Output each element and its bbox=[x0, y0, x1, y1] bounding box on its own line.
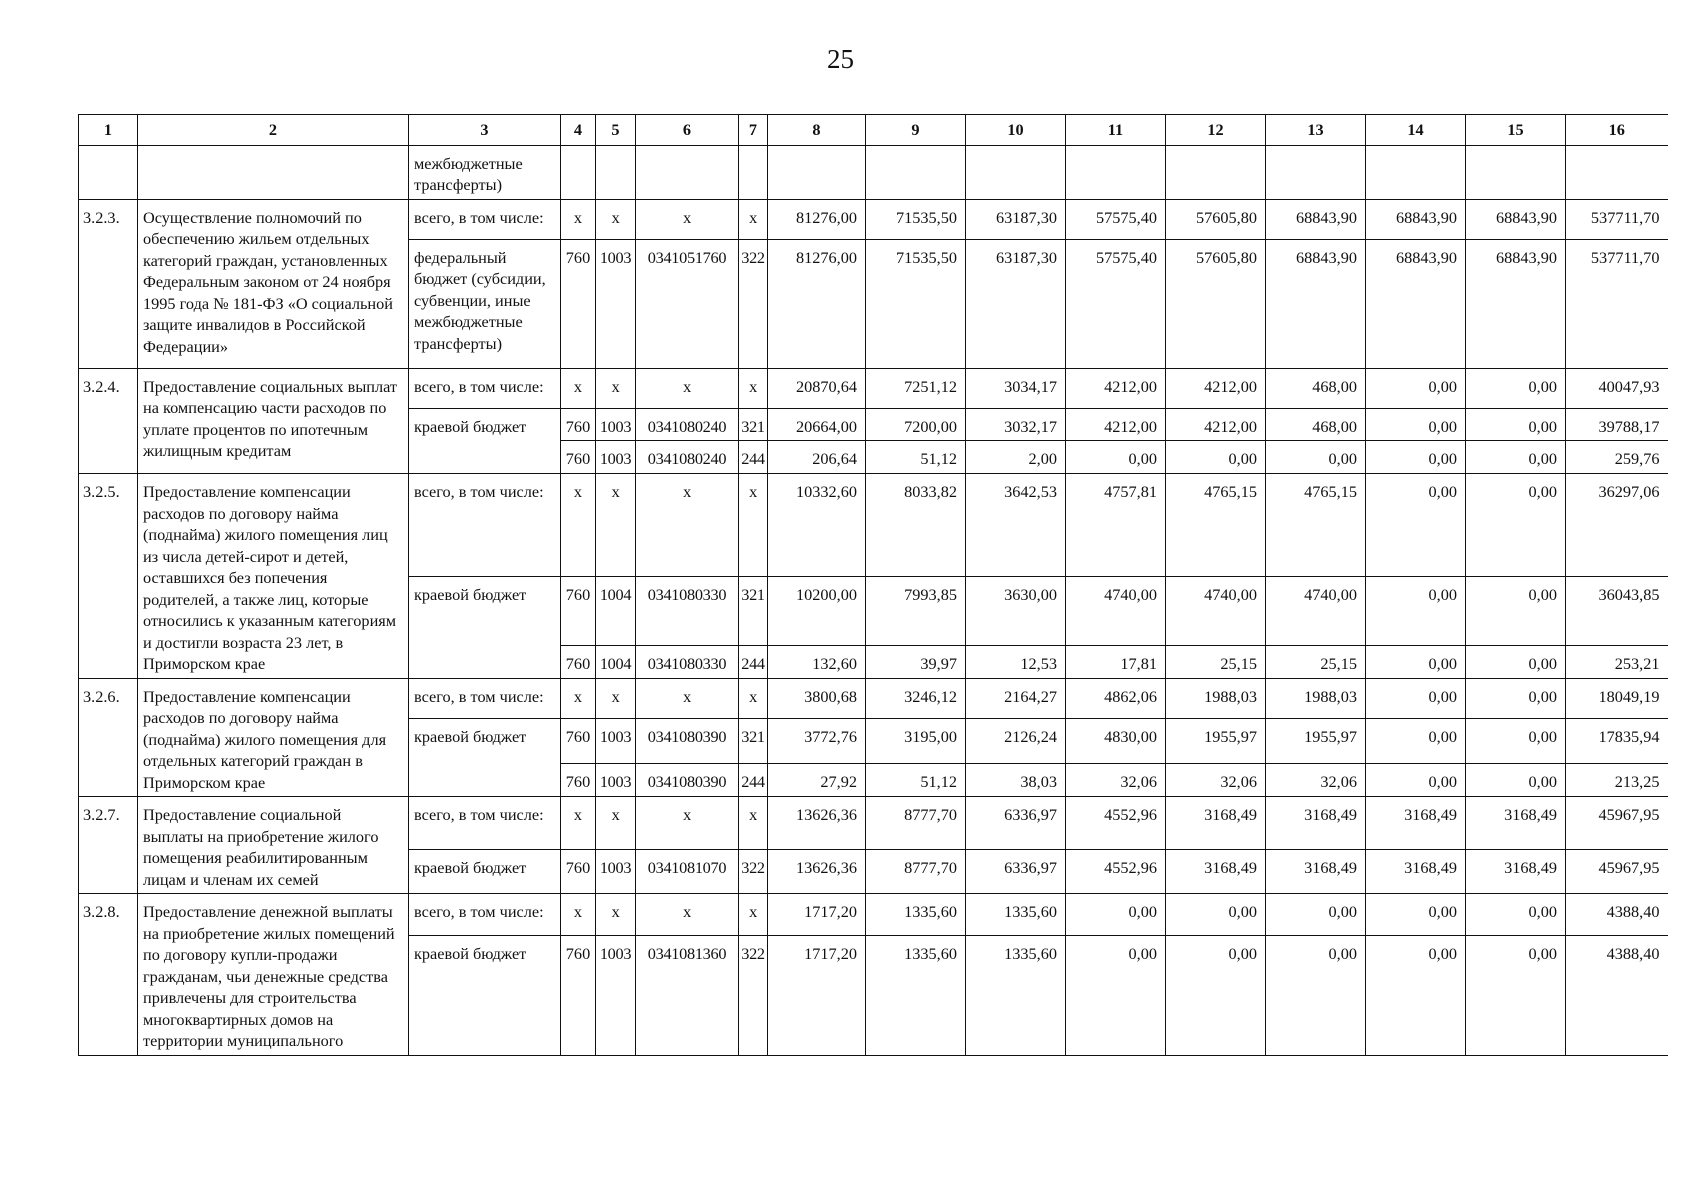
code-csr: x bbox=[636, 678, 739, 718]
amount-cell: 10332,60 bbox=[768, 474, 866, 577]
empty-cell bbox=[966, 145, 1066, 199]
empty-cell bbox=[138, 145, 409, 199]
code-rzpr: 1003 bbox=[596, 408, 636, 441]
amount-cell: 3168,49 bbox=[1466, 797, 1566, 850]
amount-cell: 4765,15 bbox=[1266, 474, 1366, 577]
code-grbs: x bbox=[561, 199, 596, 239]
amount-cell: 0,00 bbox=[1366, 577, 1466, 646]
item-name: Предоставление социальной выплаты на приобретение жилого помещения реабилитированным лицам и членам их семей bbox=[138, 797, 409, 894]
amount-cell: 4212,00 bbox=[1066, 408, 1166, 441]
amount-cell: 0,00 bbox=[1166, 935, 1266, 1055]
amount-cell: 0,00 bbox=[1466, 408, 1566, 441]
amount-cell: 32,06 bbox=[1266, 764, 1366, 797]
code-grbs: 760 bbox=[561, 935, 596, 1055]
code-vr: x bbox=[739, 199, 768, 239]
code-csr: 0341080330 bbox=[636, 645, 739, 678]
amount-cell: 0,00 bbox=[1366, 474, 1466, 577]
item-number: 3.2.6. bbox=[79, 678, 138, 797]
amount-cell: 38,03 bbox=[966, 764, 1066, 797]
column-header: 12 bbox=[1166, 115, 1266, 146]
amount-cell: 0,00 bbox=[1366, 935, 1466, 1055]
header-row bbox=[79, 115, 1668, 146]
amount-cell: 12,53 bbox=[966, 645, 1066, 678]
code-csr: x bbox=[636, 199, 739, 239]
amount-cell: 0,00 bbox=[1266, 894, 1366, 936]
amount-cell: 1988,03 bbox=[1266, 678, 1366, 718]
empty-cell bbox=[739, 145, 768, 199]
table-row-total bbox=[79, 368, 1668, 408]
amount-cell: 1988,03 bbox=[1166, 678, 1266, 718]
item-number: 3.2.4. bbox=[79, 368, 138, 474]
amount-cell: 4830,00 bbox=[1066, 718, 1166, 764]
amount-cell: 4388,40 bbox=[1566, 894, 1668, 936]
source-label: всего, в том числе: bbox=[409, 678, 561, 718]
amount-cell: 0,00 bbox=[1366, 441, 1466, 474]
amount-cell: 0,00 bbox=[1066, 441, 1166, 474]
amount-cell: 13626,36 bbox=[768, 850, 866, 894]
code-vr: 244 bbox=[739, 645, 768, 678]
code-csr: 0341081070 bbox=[636, 850, 739, 894]
code-rzpr: x bbox=[596, 678, 636, 718]
column-header: 13 bbox=[1266, 115, 1366, 146]
item-number: 3.2.8. bbox=[79, 894, 138, 1056]
code-rzpr: 1003 bbox=[596, 935, 636, 1055]
amount-cell: 4212,00 bbox=[1166, 368, 1266, 408]
amount-cell: 0,00 bbox=[1366, 764, 1466, 797]
amount-cell: 39788,17 bbox=[1566, 408, 1668, 441]
code-rzpr: x bbox=[596, 894, 636, 936]
code-csr: 0341080240 bbox=[636, 408, 739, 441]
amount-cell: 68843,90 bbox=[1466, 199, 1566, 239]
amount-cell: 537711,70 bbox=[1566, 239, 1668, 368]
amount-cell: 6336,97 bbox=[966, 850, 1066, 894]
amount-cell: 17835,94 bbox=[1566, 718, 1668, 764]
item-name: Предоставление компенсации расходов по договору найма (поднайма) жилого помещения лиц из числа детей-сирот и детей, оставшихся без попечения родителей, а также лиц, которые относились к указанным категориям и достигли возраста 23 лет, в Приморском крае bbox=[138, 474, 409, 679]
amount-cell: 0,00 bbox=[1166, 441, 1266, 474]
code-rzpr: 1004 bbox=[596, 645, 636, 678]
page-number: 25 bbox=[827, 44, 854, 74]
amount-cell: 0,00 bbox=[1366, 718, 1466, 764]
amount-cell: 51,12 bbox=[866, 764, 966, 797]
amount-cell: 0,00 bbox=[1366, 645, 1466, 678]
amount-cell: 3246,12 bbox=[866, 678, 966, 718]
amount-cell: 1955,97 bbox=[1166, 718, 1266, 764]
empty-cell bbox=[636, 145, 739, 199]
column-header: 6 bbox=[636, 115, 739, 146]
code-rzpr: x bbox=[596, 474, 636, 577]
amount-cell: 40047,93 bbox=[1566, 368, 1668, 408]
amount-cell: 45967,95 bbox=[1566, 797, 1668, 850]
source-label: краевой бюджет bbox=[409, 850, 561, 894]
amount-cell: 0,00 bbox=[1466, 935, 1566, 1055]
source-label: всего, в том числе: bbox=[409, 797, 561, 850]
code-csr: 0341080390 bbox=[636, 718, 739, 764]
column-header: 15 bbox=[1466, 115, 1566, 146]
empty-cell bbox=[1566, 145, 1668, 199]
amount-cell: 0,00 bbox=[1466, 764, 1566, 797]
amount-cell: 259,76 bbox=[1566, 441, 1668, 474]
amount-cell: 68843,90 bbox=[1466, 239, 1566, 368]
amount-cell: 0,00 bbox=[1466, 678, 1566, 718]
column-header: 8 bbox=[768, 115, 866, 146]
amount-cell: 3195,00 bbox=[866, 718, 966, 764]
amount-cell: 13626,36 bbox=[768, 797, 866, 850]
column-header: 14 bbox=[1366, 115, 1466, 146]
table-row-total bbox=[79, 199, 1668, 239]
column-header: 9 bbox=[866, 115, 966, 146]
item-name: Осуществление полномочий по обеспечению жильем отдельных категорий граждан, установленных Федеральным законом от 24 ноября 1995 года № 181-ФЗ «О социальной защите инвалидов в Российской Федерации» bbox=[138, 199, 409, 368]
source-label: всего, в том числе: bbox=[409, 368, 561, 408]
table-body bbox=[79, 115, 1668, 1056]
amount-cell: 0,00 bbox=[1066, 935, 1166, 1055]
column-header: 5 bbox=[596, 115, 636, 146]
code-rzpr: x bbox=[596, 797, 636, 850]
code-grbs: 760 bbox=[561, 239, 596, 368]
empty-cell bbox=[1466, 145, 1566, 199]
amount-cell: 3168,49 bbox=[1366, 797, 1466, 850]
source-label: краевой бюджет bbox=[409, 408, 561, 474]
amount-cell: 25,15 bbox=[1166, 645, 1266, 678]
column-header: 1 bbox=[79, 115, 138, 146]
amount-cell: 4740,00 bbox=[1266, 577, 1366, 646]
amount-cell: 0,00 bbox=[1366, 894, 1466, 936]
code-grbs: 760 bbox=[561, 645, 596, 678]
amount-cell: 4757,81 bbox=[1066, 474, 1166, 577]
amount-cell: 3800,68 bbox=[768, 678, 866, 718]
amount-cell: 132,60 bbox=[768, 645, 866, 678]
source-label: краевой бюджет bbox=[409, 577, 561, 679]
code-csr: x bbox=[636, 474, 739, 577]
amount-cell: 36297,06 bbox=[1566, 474, 1668, 577]
code-grbs: x bbox=[561, 678, 596, 718]
code-grbs: 760 bbox=[561, 577, 596, 646]
column-header: 3 bbox=[409, 115, 561, 146]
amount-cell: 213,25 bbox=[1566, 764, 1668, 797]
amount-cell: 1335,60 bbox=[866, 894, 966, 936]
amount-cell: 71535,50 bbox=[866, 199, 966, 239]
amount-cell: 71535,50 bbox=[866, 239, 966, 368]
amount-cell: 68843,90 bbox=[1366, 239, 1466, 368]
column-header: 4 bbox=[561, 115, 596, 146]
source-label: всего, в том числе: bbox=[409, 199, 561, 239]
code-grbs: 760 bbox=[561, 408, 596, 441]
amount-cell: 3168,49 bbox=[1466, 850, 1566, 894]
code-csr: x bbox=[636, 797, 739, 850]
amount-cell: 3168,49 bbox=[1266, 850, 1366, 894]
amount-cell: 63187,30 bbox=[966, 239, 1066, 368]
amount-cell: 10200,00 bbox=[768, 577, 866, 646]
item-number: 3.2.3. bbox=[79, 199, 138, 368]
amount-cell: 4765,15 bbox=[1166, 474, 1266, 577]
code-csr: 0341051760 bbox=[636, 239, 739, 368]
code-grbs: x bbox=[561, 797, 596, 850]
code-vr: x bbox=[739, 368, 768, 408]
amount-cell: 57605,80 bbox=[1166, 199, 1266, 239]
amount-cell: 0,00 bbox=[1366, 678, 1466, 718]
code-grbs: x bbox=[561, 894, 596, 936]
amount-cell: 3034,17 bbox=[966, 368, 1066, 408]
amount-cell: 36043,85 bbox=[1566, 577, 1668, 646]
code-vr: x bbox=[739, 678, 768, 718]
amount-cell: 537711,70 bbox=[1566, 199, 1668, 239]
item-name: Предоставление денежной выплаты на приобретение жилых помещений по договору купли-продажи гражданам, чьи денежные средства привлечены для строительства многоквартирных домов на территории муниципального bbox=[138, 894, 409, 1056]
table-row-total bbox=[79, 797, 1668, 850]
empty-cell bbox=[866, 145, 966, 199]
amount-cell: 3168,49 bbox=[1366, 850, 1466, 894]
code-grbs: 760 bbox=[561, 850, 596, 894]
amount-cell: 253,21 bbox=[1566, 645, 1668, 678]
code-csr: x bbox=[636, 894, 739, 936]
amount-cell: 20870,64 bbox=[768, 368, 866, 408]
amount-cell: 4212,00 bbox=[1066, 368, 1166, 408]
amount-cell: 0,00 bbox=[1266, 441, 1366, 474]
code-vr: 321 bbox=[739, 718, 768, 764]
code-rzpr: 1003 bbox=[596, 718, 636, 764]
amount-cell: 3032,17 bbox=[966, 408, 1066, 441]
code-csr: 0341080390 bbox=[636, 764, 739, 797]
column-header: 2 bbox=[138, 115, 409, 146]
code-vr: 321 bbox=[739, 577, 768, 646]
code-grbs: 760 bbox=[561, 718, 596, 764]
amount-cell: 2164,27 bbox=[966, 678, 1066, 718]
amount-cell: 3630,00 bbox=[966, 577, 1066, 646]
amount-cell: 0,00 bbox=[1466, 441, 1566, 474]
amount-cell: 1717,20 bbox=[768, 894, 866, 936]
amount-cell: 32,06 bbox=[1166, 764, 1266, 797]
table-row-total bbox=[79, 894, 1668, 936]
amount-cell: 0,00 bbox=[1366, 408, 1466, 441]
amount-cell: 6336,97 bbox=[966, 797, 1066, 850]
code-vr: x bbox=[739, 474, 768, 577]
code-rzpr: 1003 bbox=[596, 239, 636, 368]
amount-cell: 0,00 bbox=[1466, 368, 1566, 408]
empty-cell bbox=[1266, 145, 1366, 199]
code-grbs: 760 bbox=[561, 441, 596, 474]
amount-cell: 57575,40 bbox=[1066, 199, 1166, 239]
amount-cell: 1955,97 bbox=[1266, 718, 1366, 764]
code-vr: x bbox=[739, 797, 768, 850]
item-number: 3.2.5. bbox=[79, 474, 138, 679]
amount-cell: 8777,70 bbox=[866, 797, 966, 850]
amount-cell: 206,64 bbox=[768, 441, 866, 474]
amount-cell: 32,06 bbox=[1066, 764, 1166, 797]
amount-cell: 2126,24 bbox=[966, 718, 1066, 764]
amount-cell: 1335,60 bbox=[966, 894, 1066, 936]
code-csr: 0341080330 bbox=[636, 577, 739, 646]
table-row-total bbox=[79, 474, 1668, 577]
amount-cell: 51,12 bbox=[866, 441, 966, 474]
code-vr: x bbox=[739, 894, 768, 936]
amount-cell: 0,00 bbox=[1266, 935, 1366, 1055]
amount-cell: 81276,00 bbox=[768, 199, 866, 239]
amount-cell: 4552,96 bbox=[1066, 797, 1166, 850]
amount-cell: 7200,00 bbox=[866, 408, 966, 441]
amount-cell: 1335,60 bbox=[966, 935, 1066, 1055]
empty-cell bbox=[79, 145, 138, 199]
amount-cell: 45967,95 bbox=[1566, 850, 1668, 894]
code-grbs: x bbox=[561, 474, 596, 577]
amount-cell: 4212,00 bbox=[1166, 408, 1266, 441]
code-grbs: x bbox=[561, 368, 596, 408]
amount-cell: 7993,85 bbox=[866, 577, 966, 646]
code-vr: 322 bbox=[739, 935, 768, 1055]
amount-cell: 3168,49 bbox=[1166, 797, 1266, 850]
empty-cell bbox=[1366, 145, 1466, 199]
code-vr: 244 bbox=[739, 441, 768, 474]
code-csr: 0341080240 bbox=[636, 441, 739, 474]
amount-cell: 7251,12 bbox=[866, 368, 966, 408]
code-vr: 244 bbox=[739, 764, 768, 797]
item-name: Предоставление социальных выплат на компенсацию части расходов по уплате процентов по ипотечным жилищным кредитам bbox=[138, 368, 409, 474]
empty-cell bbox=[596, 145, 636, 199]
source-label: всего, в том числе: bbox=[409, 474, 561, 577]
amount-cell: 4862,06 bbox=[1066, 678, 1166, 718]
empty-cell bbox=[1066, 145, 1166, 199]
code-grbs: 760 bbox=[561, 764, 596, 797]
code-csr: x bbox=[636, 368, 739, 408]
source-label: краевой бюджет bbox=[409, 718, 561, 797]
empty-cell bbox=[768, 145, 866, 199]
amount-cell: 8033,82 bbox=[866, 474, 966, 577]
amount-cell: 0,00 bbox=[1466, 474, 1566, 577]
amount-cell: 57605,80 bbox=[1166, 239, 1266, 368]
code-rzpr: 1003 bbox=[596, 764, 636, 797]
amount-cell: 27,92 bbox=[768, 764, 866, 797]
amount-cell: 3772,76 bbox=[768, 718, 866, 764]
amount-cell: 1717,20 bbox=[768, 935, 866, 1055]
amount-cell: 4552,96 bbox=[1066, 850, 1166, 894]
amount-cell: 8777,70 bbox=[866, 850, 966, 894]
amount-cell: 2,00 bbox=[966, 441, 1066, 474]
amount-cell: 17,81 bbox=[1066, 645, 1166, 678]
amount-cell: 4388,40 bbox=[1566, 935, 1668, 1055]
amount-cell: 0,00 bbox=[1466, 645, 1566, 678]
item-number: 3.2.7. bbox=[79, 797, 138, 894]
column-header: 11 bbox=[1066, 115, 1166, 146]
empty-cell bbox=[1166, 145, 1266, 199]
code-csr: 0341081360 bbox=[636, 935, 739, 1055]
amount-cell: 0,00 bbox=[1466, 718, 1566, 764]
amount-cell: 1335,60 bbox=[866, 935, 966, 1055]
amount-cell: 81276,00 bbox=[768, 239, 866, 368]
amount-cell: 20664,00 bbox=[768, 408, 866, 441]
code-vr: 322 bbox=[739, 850, 768, 894]
source-label: всего, в том числе: bbox=[409, 894, 561, 936]
amount-cell: 68843,90 bbox=[1266, 199, 1366, 239]
amount-cell: 3642,53 bbox=[966, 474, 1066, 577]
code-rzpr: x bbox=[596, 199, 636, 239]
amount-cell: 4740,00 bbox=[1066, 577, 1166, 646]
code-rzpr: 1003 bbox=[596, 850, 636, 894]
source-label: федеральный бюджет (субсидии, субвенции, иные межбюджетные трансферты) bbox=[409, 239, 561, 368]
amount-cell: 0,00 bbox=[1066, 894, 1166, 936]
column-header: 16 bbox=[1566, 115, 1668, 146]
budget-table bbox=[78, 114, 1668, 1056]
table-row-total bbox=[79, 678, 1668, 718]
amount-cell: 4740,00 bbox=[1166, 577, 1266, 646]
code-rzpr: 1004 bbox=[596, 577, 636, 646]
amount-cell: 0,00 bbox=[1166, 894, 1266, 936]
amount-cell: 68843,90 bbox=[1366, 199, 1466, 239]
code-rzpr: x bbox=[596, 368, 636, 408]
amount-cell: 3168,49 bbox=[1266, 797, 1366, 850]
code-vr: 322 bbox=[739, 239, 768, 368]
amount-cell: 25,15 bbox=[1266, 645, 1366, 678]
code-rzpr: 1003 bbox=[596, 441, 636, 474]
source-label: межбюджетные трансферты) bbox=[409, 145, 561, 199]
code-vr: 321 bbox=[739, 408, 768, 441]
amount-cell: 468,00 bbox=[1266, 408, 1366, 441]
item-name: Предоставление компенсации расходов по договору найма (поднайма) жилого помещения для отдельных категорий граждан в Приморском крае bbox=[138, 678, 409, 797]
amount-cell: 3168,49 bbox=[1166, 850, 1266, 894]
amount-cell: 68843,90 bbox=[1266, 239, 1366, 368]
amount-cell: 0,00 bbox=[1466, 577, 1566, 646]
amount-cell: 18049,19 bbox=[1566, 678, 1668, 718]
amount-cell: 468,00 bbox=[1266, 368, 1366, 408]
amount-cell: 0,00 bbox=[1366, 368, 1466, 408]
column-header: 7 bbox=[739, 115, 768, 146]
column-header: 10 bbox=[966, 115, 1066, 146]
amount-cell: 57575,40 bbox=[1066, 239, 1166, 368]
continuation-row bbox=[79, 145, 1668, 199]
amount-cell: 39,97 bbox=[866, 645, 966, 678]
empty-cell bbox=[561, 145, 596, 199]
amount-cell: 0,00 bbox=[1466, 894, 1566, 936]
amount-cell: 63187,30 bbox=[966, 199, 1066, 239]
source-label: краевой бюджет bbox=[409, 935, 561, 1055]
